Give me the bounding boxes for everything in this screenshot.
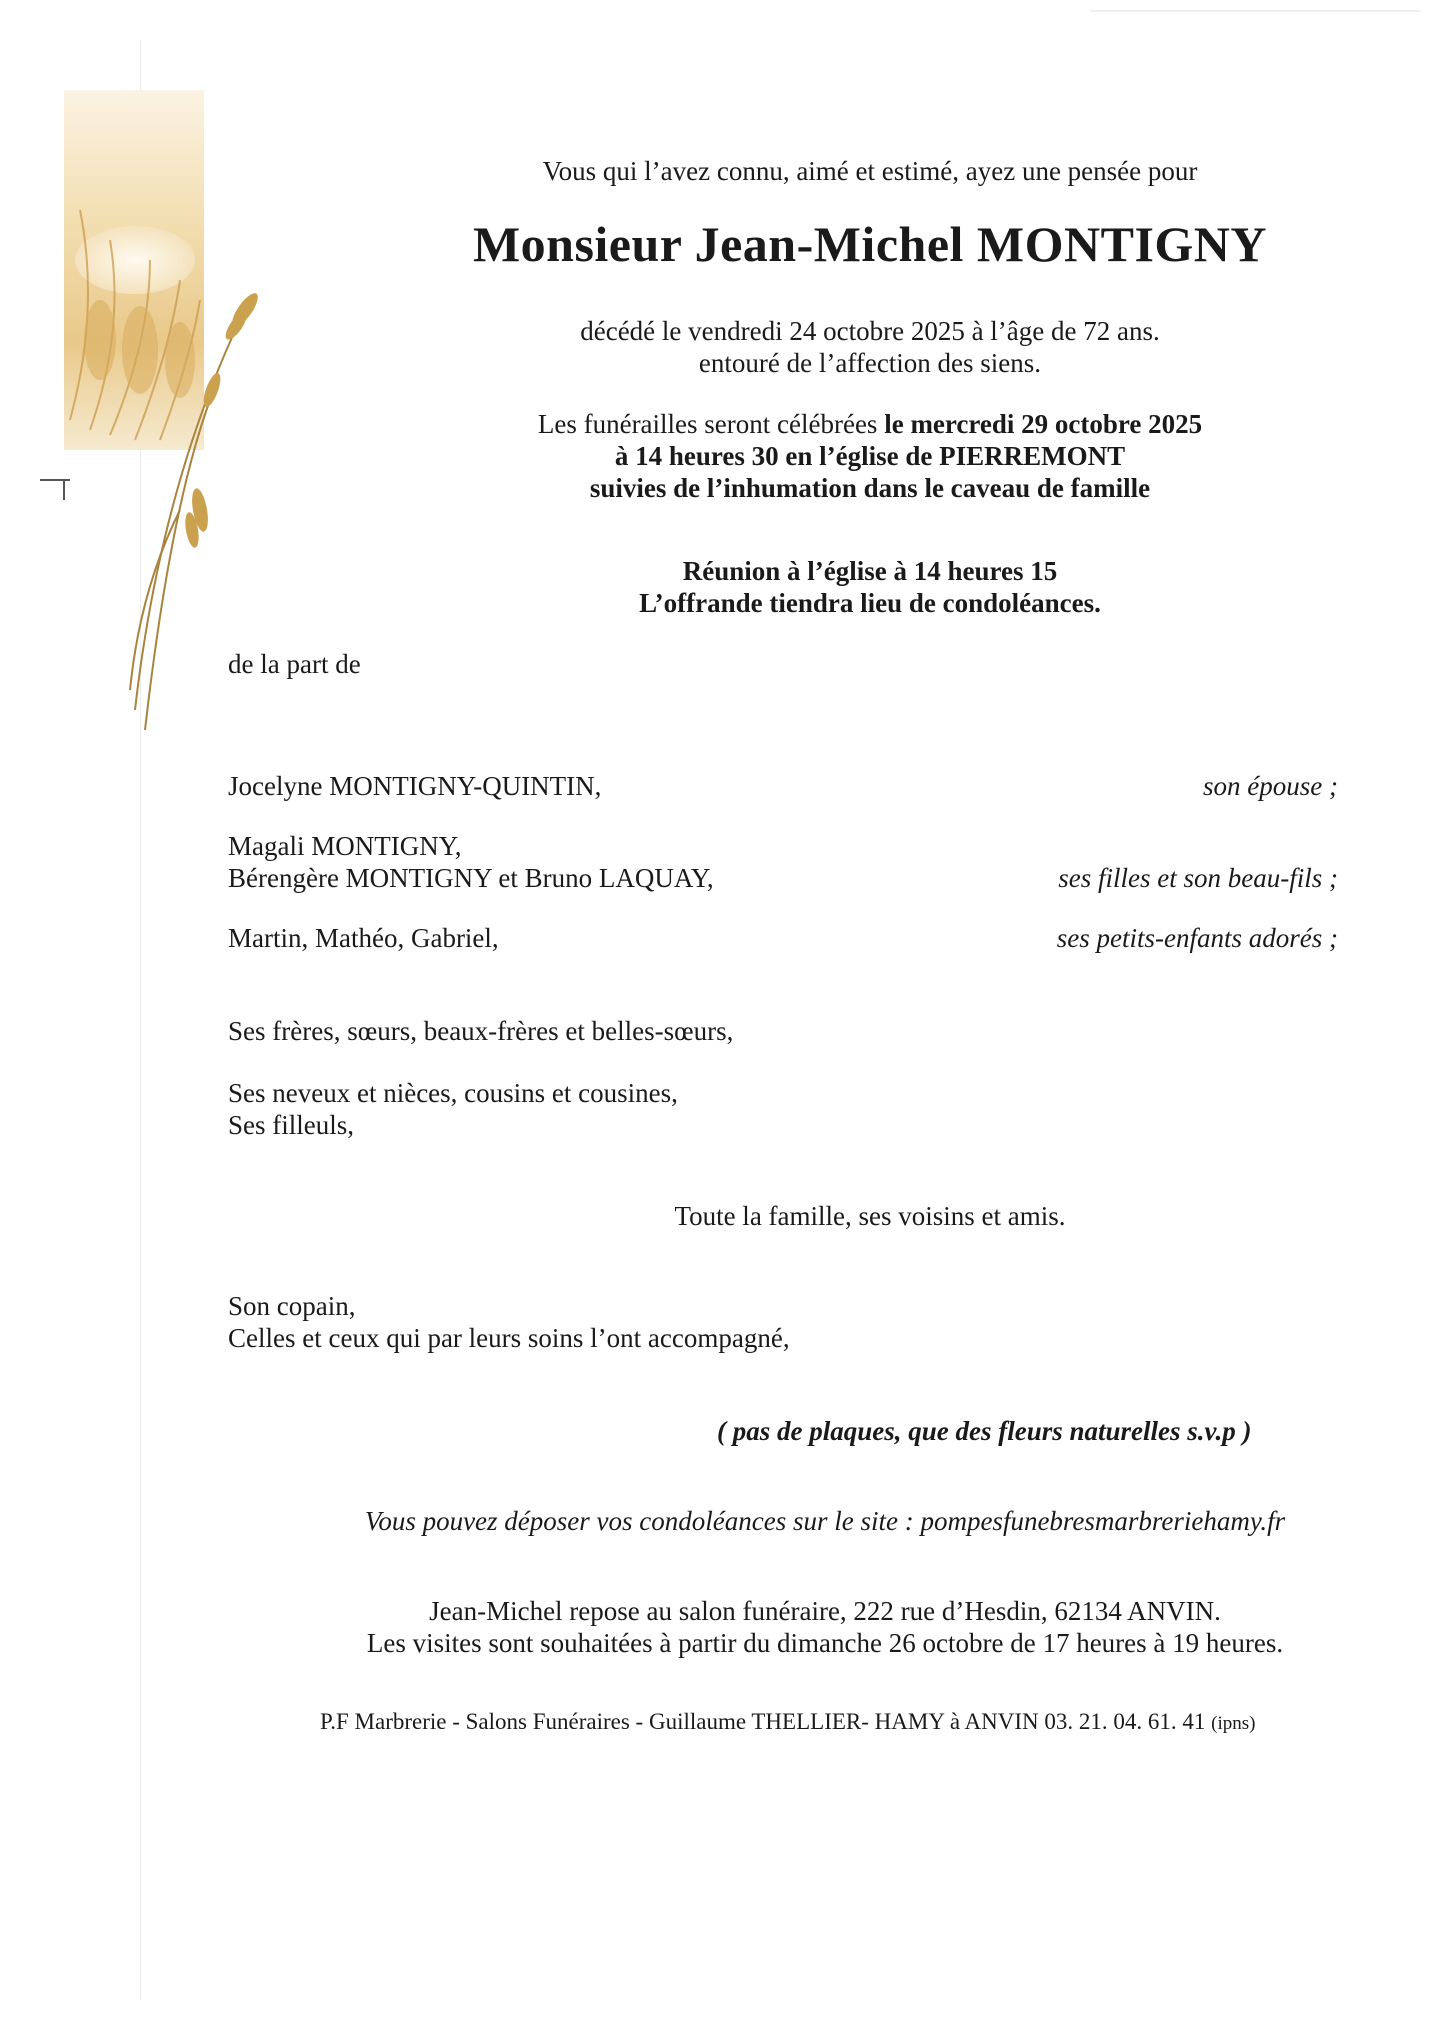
relatives-friend: Son copain,: [228, 1291, 356, 1321]
all-family: Toute la famille, ses voisins et amis.: [674, 1201, 1066, 1231]
relatives-caregivers: Celles et ceux qui par leurs soins l’ont accompagné,: [228, 1323, 790, 1353]
family-name: Magali MONTIGNY,: [228, 831, 462, 861]
funeral-line-3: suivies de l’inhumation dans le caveau de famille: [589, 473, 1151, 503]
footer-ref: (ipns): [1211, 1713, 1256, 1734]
relatives-siblings: Ses frères, sœurs, beaux-frères et belles-sœurs,: [228, 1016, 734, 1046]
family-name: Jocelyne MONTIGNY-QUINTIN,: [228, 771, 602, 801]
death-line-1: décédé le vendredi 24 octobre 2025 à l’âge de 72 ans.: [580, 316, 1160, 346]
funeral-line-1: [340, 408, 1400, 440]
viewing-line-2: Les visites sont souhaitées à partir du dimanche 26 octobre de 17 heures à 19 heures.: [366, 1628, 1284, 1658]
footer: [320, 1706, 1255, 1740]
scan-mark: [1090, 10, 1420, 12]
footer-phone: 03. 21. 04. 61. 41: [1044, 1709, 1206, 1734]
family-name: Martin, Mathéo, Gabriel,: [228, 923, 499, 953]
funeral-line-1-regular: Les funérailles seront célébrées: [537, 409, 885, 439]
funeral-line-2: à 14 heures 30 en l’église de PIERREMONT: [614, 441, 1126, 471]
relatives-nephews: Ses neveux et nièces, cousins et cousines,: [228, 1078, 678, 1108]
deceased-name: Monsieur Jean-Michel MONTIGNY: [472, 216, 1268, 272]
family-relation: son épouse ;: [1203, 771, 1338, 801]
family-relation: ses petits-enfants adorés ;: [1056, 923, 1338, 953]
funeral-date: le mercredi 29 octobre 2025: [884, 409, 1203, 439]
meeting-line-1: Réunion à l’église à 14 heures 15: [682, 556, 1058, 586]
footer-company: P.F Marbrerie - Salons Funéraires - Guillaume THELLIER- HAMY à ANVIN: [320, 1709, 1039, 1734]
from-label: de la part de: [228, 649, 361, 679]
intro-text: Vous qui l’avez connu, aimé et estimé, ayez une pensée pour: [542, 156, 1198, 186]
viewing-line-1: Jean-Michel repose au salon funéraire, 222 rue d’Hesdin, 62134 ANVIN.: [429, 1596, 1221, 1626]
meeting-line-2: L’offrande tiendra lieu de condoléances.: [639, 588, 1101, 618]
condolences-note: Vous pouvez déposer vos condoléances sur le site : pompesfunebresmarbreriehamy.fr: [364, 1506, 1286, 1536]
family-relation: ses filles et son beau-fils ;: [1058, 863, 1338, 893]
death-line-2: entouré de l’affection des siens.: [698, 348, 1042, 378]
family-name: Bérengère MONTIGNY et Bruno LAQUAY,: [228, 863, 714, 893]
flowers-note: ( pas de plaques, que des fleurs naturelles s.v.p ): [717, 1416, 1252, 1446]
relatives-godchildren: Ses filleuls,: [228, 1110, 354, 1140]
wheat-illustration: [40, 90, 330, 790]
